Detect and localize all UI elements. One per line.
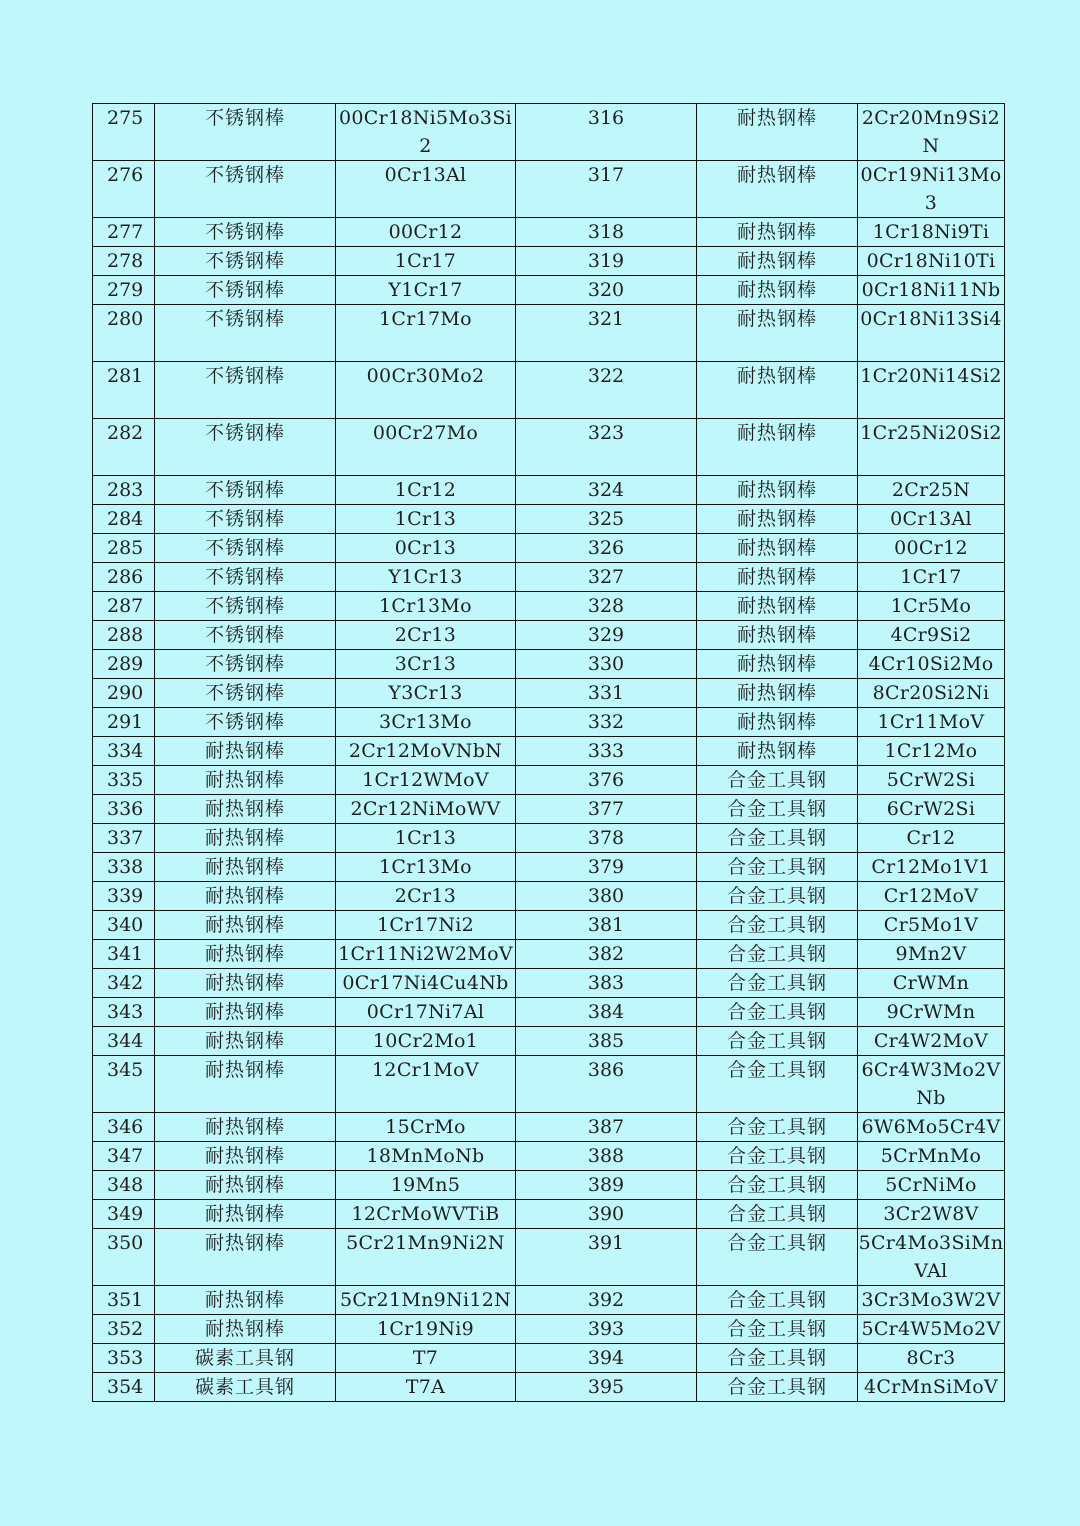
grade-left-cell: 15CrMo — [336, 1113, 516, 1142]
grade-right-cell: 2Cr25N — [858, 476, 1005, 505]
row-number-right-cell: 384 — [516, 998, 697, 1027]
category-right-cell: 合金工具钢 — [697, 998, 858, 1027]
row-number-right-cell: 390 — [516, 1200, 697, 1229]
grade-right-cell: Cr12MoV — [858, 882, 1005, 911]
grade-left-cell: 1Cr13Mo — [336, 853, 516, 882]
row-number-left-cell: 291 — [93, 708, 155, 737]
table-row — [93, 853, 1005, 882]
row-number-right-cell: 388 — [516, 1142, 697, 1171]
grade-right-cell: 1Cr20Ni14Si2 — [858, 362, 1005, 419]
row-number-right-cell: 318 — [516, 218, 697, 247]
category-left-cell: 耐热钢棒 — [155, 737, 336, 766]
steel-grade-table — [92, 103, 1005, 1402]
row-number-left-cell: 349 — [93, 1200, 155, 1229]
category-right-cell: 合金工具钢 — [697, 1171, 858, 1200]
category-left-cell: 不锈钢棒 — [155, 679, 336, 708]
category-right-cell: 耐热钢棒 — [697, 737, 858, 766]
table-row — [93, 1171, 1005, 1200]
grade-left-cell: 5Cr21Mn9Ni2N — [336, 1229, 516, 1286]
grade-left-cell: 00Cr12 — [336, 218, 516, 247]
row-number-left-cell: 346 — [93, 1113, 155, 1142]
category-right-cell: 合金工具钢 — [697, 766, 858, 795]
table-row — [93, 276, 1005, 305]
table-row — [93, 1229, 1005, 1286]
table-row — [93, 305, 1005, 362]
table-row — [93, 969, 1005, 998]
category-left-cell: 耐热钢棒 — [155, 1056, 336, 1113]
row-number-left-cell: 286 — [93, 563, 155, 592]
category-left-cell: 耐热钢棒 — [155, 766, 336, 795]
category-right-cell: 合金工具钢 — [697, 1286, 858, 1315]
category-left-cell: 不锈钢棒 — [155, 592, 336, 621]
category-left-cell: 耐热钢棒 — [155, 1229, 336, 1286]
table-row — [93, 1200, 1005, 1229]
grade-left-cell: 0Cr13Al — [336, 161, 516, 218]
row-number-right-cell: 378 — [516, 824, 697, 853]
grade-right-cell: 9Mn2V — [858, 940, 1005, 969]
category-left-cell: 耐热钢棒 — [155, 1200, 336, 1229]
category-left-cell: 耐热钢棒 — [155, 824, 336, 853]
grade-right-cell: 1Cr18Ni9Ti — [858, 218, 1005, 247]
grade-right-cell: 5CrNiMo — [858, 1171, 1005, 1200]
row-number-right-cell: 331 — [516, 679, 697, 708]
row-number-right-cell: 321 — [516, 305, 697, 362]
table-body — [93, 104, 1005, 1402]
row-number-left-cell: 284 — [93, 505, 155, 534]
table-row — [93, 1373, 1005, 1402]
category-right-cell: 合金工具钢 — [697, 882, 858, 911]
row-number-right-cell: 394 — [516, 1344, 697, 1373]
category-left-cell: 耐热钢棒 — [155, 1171, 336, 1200]
grade-left-cell: 1Cr13 — [336, 505, 516, 534]
table-row — [93, 737, 1005, 766]
table-row — [93, 795, 1005, 824]
table-row — [93, 1142, 1005, 1171]
category-right-cell: 合金工具钢 — [697, 1315, 858, 1344]
grade-right-cell: 8Cr20Si2Ni — [858, 679, 1005, 708]
grade-right-cell: 0Cr18Ni13Si4 — [858, 305, 1005, 362]
category-right-cell: 合金工具钢 — [697, 1200, 858, 1229]
grade-right-cell: 1Cr5Mo — [858, 592, 1005, 621]
grade-right-cell: 3Cr2W8V — [858, 1200, 1005, 1229]
row-number-left-cell: 345 — [93, 1056, 155, 1113]
category-left-cell: 不锈钢棒 — [155, 476, 336, 505]
row-number-right-cell: 322 — [516, 362, 697, 419]
row-number-left-cell: 276 — [93, 161, 155, 218]
row-number-right-cell: 323 — [516, 419, 697, 476]
table-row — [93, 592, 1005, 621]
grade-right-cell: Cr4W2MoV — [858, 1027, 1005, 1056]
row-number-left-cell: 353 — [93, 1344, 155, 1373]
table-row — [93, 476, 1005, 505]
row-number-left-cell: 350 — [93, 1229, 155, 1286]
row-number-right-cell: 393 — [516, 1315, 697, 1344]
category-right-cell: 合金工具钢 — [697, 1056, 858, 1113]
category-left-cell: 不锈钢棒 — [155, 276, 336, 305]
grade-left-cell: 12Cr1MoV — [336, 1056, 516, 1113]
category-right-cell: 合金工具钢 — [697, 911, 858, 940]
grade-left-cell: 1Cr19Ni9 — [336, 1315, 516, 1344]
category-right-cell: 耐热钢棒 — [697, 247, 858, 276]
category-left-cell: 耐热钢棒 — [155, 1142, 336, 1171]
grade-right-cell: 6Cr4W3Mo2VNb — [858, 1056, 1005, 1113]
row-number-left-cell: 279 — [93, 276, 155, 305]
grade-right-cell: 0Cr18Ni10Ti — [858, 247, 1005, 276]
category-right-cell: 耐热钢棒 — [697, 505, 858, 534]
row-number-right-cell: 316 — [516, 104, 697, 161]
category-right-cell: 耐热钢棒 — [697, 305, 858, 362]
grade-left-cell: 5Cr21Mn9Ni12N — [336, 1286, 516, 1315]
grade-left-cell: 2Cr12MoVNbN — [336, 737, 516, 766]
category-right-cell: 合金工具钢 — [697, 1113, 858, 1142]
grade-left-cell: 12CrMoWVTiB — [336, 1200, 516, 1229]
category-right-cell: 耐热钢棒 — [697, 218, 858, 247]
grade-right-cell: 4CrMnSiMoV — [858, 1373, 1005, 1402]
grade-left-cell: 19Mn5 — [336, 1171, 516, 1200]
category-right-cell: 合金工具钢 — [697, 795, 858, 824]
grade-right-cell: 1Cr25Ni20Si2 — [858, 419, 1005, 476]
grade-left-cell: Y1Cr17 — [336, 276, 516, 305]
table-row — [93, 1027, 1005, 1056]
row-number-left-cell: 338 — [93, 853, 155, 882]
row-number-right-cell: 333 — [516, 737, 697, 766]
table-row — [93, 708, 1005, 737]
row-number-right-cell: 379 — [516, 853, 697, 882]
category-right-cell: 耐热钢棒 — [697, 650, 858, 679]
row-number-right-cell: 325 — [516, 505, 697, 534]
row-number-right-cell: 387 — [516, 1113, 697, 1142]
grade-right-cell: 3Cr3Mo3W2V — [858, 1286, 1005, 1315]
row-number-right-cell: 382 — [516, 940, 697, 969]
row-number-right-cell: 319 — [516, 247, 697, 276]
category-left-cell: 不锈钢棒 — [155, 305, 336, 362]
table-row — [93, 679, 1005, 708]
grade-left-cell: 1Cr12WMoV — [336, 766, 516, 795]
category-left-cell: 碳素工具钢 — [155, 1373, 336, 1402]
grade-left-cell: 1Cr17 — [336, 247, 516, 276]
row-number-right-cell: 317 — [516, 161, 697, 218]
table-row — [93, 534, 1005, 563]
row-number-left-cell: 285 — [93, 534, 155, 563]
row-number-left-cell: 337 — [93, 824, 155, 853]
category-left-cell: 不锈钢棒 — [155, 563, 336, 592]
table-row — [93, 362, 1005, 419]
grade-right-cell: 0Cr13Al — [858, 505, 1005, 534]
grade-right-cell: 5Cr4W5Mo2V — [858, 1315, 1005, 1344]
row-number-right-cell: 386 — [516, 1056, 697, 1113]
category-right-cell: 耐热钢棒 — [697, 419, 858, 476]
grade-left-cell: 1Cr17Ni2 — [336, 911, 516, 940]
category-right-cell: 耐热钢棒 — [697, 104, 858, 161]
row-number-left-cell: 335 — [93, 766, 155, 795]
category-right-cell: 合金工具钢 — [697, 824, 858, 853]
grade-right-cell: 4Cr10Si2Mo — [858, 650, 1005, 679]
row-number-right-cell: 326 — [516, 534, 697, 563]
category-left-cell: 耐热钢棒 — [155, 940, 336, 969]
category-right-cell: 合金工具钢 — [697, 1229, 858, 1286]
category-left-cell: 耐热钢棒 — [155, 853, 336, 882]
table-row — [93, 911, 1005, 940]
row-number-right-cell: 385 — [516, 1027, 697, 1056]
grade-left-cell: 3Cr13Mo — [336, 708, 516, 737]
category-left-cell: 耐热钢棒 — [155, 882, 336, 911]
category-right-cell: 合金工具钢 — [697, 969, 858, 998]
row-number-right-cell: 389 — [516, 1171, 697, 1200]
grade-left-cell: 2Cr13 — [336, 621, 516, 650]
category-right-cell: 耐热钢棒 — [697, 534, 858, 563]
table-row — [93, 766, 1005, 795]
category-right-cell: 耐热钢棒 — [697, 362, 858, 419]
grade-left-cell: 00Cr18Ni5Mo3Si2 — [336, 104, 516, 161]
category-right-cell: 合金工具钢 — [697, 1027, 858, 1056]
category-left-cell: 不锈钢棒 — [155, 419, 336, 476]
row-number-right-cell: 328 — [516, 592, 697, 621]
row-number-left-cell: 289 — [93, 650, 155, 679]
category-right-cell: 合金工具钢 — [697, 1373, 858, 1402]
row-number-left-cell: 344 — [93, 1027, 155, 1056]
row-number-left-cell: 290 — [93, 679, 155, 708]
grade-left-cell: 1Cr13Mo — [336, 592, 516, 621]
category-right-cell: 耐热钢棒 — [697, 592, 858, 621]
category-left-cell: 不锈钢棒 — [155, 218, 336, 247]
table-row — [93, 940, 1005, 969]
row-number-left-cell: 352 — [93, 1315, 155, 1344]
table-row — [93, 1344, 1005, 1373]
grade-right-cell: 6CrW2Si — [858, 795, 1005, 824]
row-number-left-cell: 339 — [93, 882, 155, 911]
grade-right-cell: 00Cr12 — [858, 534, 1005, 563]
table-row — [93, 621, 1005, 650]
grade-left-cell: Y3Cr13 — [336, 679, 516, 708]
row-number-left-cell: 354 — [93, 1373, 155, 1402]
row-number-right-cell: 330 — [516, 650, 697, 679]
table-row — [93, 419, 1005, 476]
category-right-cell: 耐热钢棒 — [697, 476, 858, 505]
row-number-right-cell: 381 — [516, 911, 697, 940]
grade-right-cell: 9CrWMn — [858, 998, 1005, 1027]
table-row — [93, 505, 1005, 534]
category-left-cell: 不锈钢棒 — [155, 362, 336, 419]
category-left-cell: 碳素工具钢 — [155, 1344, 336, 1373]
grade-right-cell: Cr12Mo1V1 — [858, 853, 1005, 882]
category-right-cell: 耐热钢棒 — [697, 161, 858, 218]
table-row — [93, 824, 1005, 853]
grade-right-cell: 2Cr20Mn9Si2N — [858, 104, 1005, 161]
row-number-left-cell: 336 — [93, 795, 155, 824]
category-right-cell: 合金工具钢 — [697, 940, 858, 969]
grade-right-cell: 5CrMnMo — [858, 1142, 1005, 1171]
category-left-cell: 耐热钢棒 — [155, 969, 336, 998]
row-number-left-cell: 278 — [93, 247, 155, 276]
grade-left-cell: 1Cr13 — [336, 824, 516, 853]
row-number-left-cell: 341 — [93, 940, 155, 969]
table-row — [93, 1286, 1005, 1315]
category-left-cell: 耐热钢棒 — [155, 998, 336, 1027]
grade-right-cell: Cr12 — [858, 824, 1005, 853]
row-number-left-cell: 343 — [93, 998, 155, 1027]
row-number-right-cell: 324 — [516, 476, 697, 505]
category-left-cell: 不锈钢棒 — [155, 534, 336, 563]
grade-left-cell: 0Cr17Ni4Cu4Nb — [336, 969, 516, 998]
row-number-left-cell: 281 — [93, 362, 155, 419]
row-number-right-cell: 377 — [516, 795, 697, 824]
row-number-left-cell: 288 — [93, 621, 155, 650]
grade-right-cell: 5Cr4Mo3SiMnVAl — [858, 1229, 1005, 1286]
category-left-cell: 不锈钢棒 — [155, 161, 336, 218]
category-left-cell: 耐热钢棒 — [155, 911, 336, 940]
category-left-cell: 不锈钢棒 — [155, 621, 336, 650]
row-number-left-cell: 340 — [93, 911, 155, 940]
row-number-right-cell: 383 — [516, 969, 697, 998]
row-number-left-cell: 282 — [93, 419, 155, 476]
grade-left-cell: 1Cr12 — [336, 476, 516, 505]
grade-left-cell: 18MnMoNb — [336, 1142, 516, 1171]
table-row — [93, 1315, 1005, 1344]
category-right-cell: 耐热钢棒 — [697, 708, 858, 737]
grade-right-cell: 1Cr11MoV — [858, 708, 1005, 737]
table-row — [93, 218, 1005, 247]
grade-right-cell: CrWMn — [858, 969, 1005, 998]
row-number-right-cell: 380 — [516, 882, 697, 911]
grade-left-cell: 1Cr17Mo — [336, 305, 516, 362]
category-right-cell: 合金工具钢 — [697, 1142, 858, 1171]
category-left-cell: 不锈钢棒 — [155, 247, 336, 276]
table-row — [93, 161, 1005, 218]
row-number-right-cell: 332 — [516, 708, 697, 737]
grade-left-cell: 0Cr17Ni7Al — [336, 998, 516, 1027]
grade-left-cell: 00Cr30Mo2 — [336, 362, 516, 419]
row-number-right-cell: 327 — [516, 563, 697, 592]
grade-right-cell: 1Cr12Mo — [858, 737, 1005, 766]
table-row — [93, 247, 1005, 276]
grade-right-cell: 0Cr19Ni13Mo3 — [858, 161, 1005, 218]
grade-right-cell: 5CrW2Si — [858, 766, 1005, 795]
row-number-left-cell: 348 — [93, 1171, 155, 1200]
category-left-cell: 耐热钢棒 — [155, 795, 336, 824]
grade-left-cell: 0Cr13 — [336, 534, 516, 563]
row-number-left-cell: 275 — [93, 104, 155, 161]
grade-left-cell: 3Cr13 — [336, 650, 516, 679]
row-number-left-cell: 351 — [93, 1286, 155, 1315]
table-row — [93, 1113, 1005, 1142]
grade-right-cell: Cr5Mo1V — [858, 911, 1005, 940]
row-number-right-cell: 376 — [516, 766, 697, 795]
row-number-right-cell: 329 — [516, 621, 697, 650]
table-row — [93, 882, 1005, 911]
grade-left-cell: 2Cr12NiMoWV — [336, 795, 516, 824]
row-number-left-cell: 334 — [93, 737, 155, 766]
row-number-right-cell: 392 — [516, 1286, 697, 1315]
category-left-cell: 不锈钢棒 — [155, 505, 336, 534]
row-number-right-cell: 320 — [516, 276, 697, 305]
table-row — [93, 1056, 1005, 1113]
category-left-cell: 不锈钢棒 — [155, 650, 336, 679]
category-right-cell: 合金工具钢 — [697, 853, 858, 882]
grade-left-cell: T7 — [336, 1344, 516, 1373]
grade-left-cell: T7A — [336, 1373, 516, 1402]
category-left-cell: 耐热钢棒 — [155, 1315, 336, 1344]
category-right-cell: 合金工具钢 — [697, 1344, 858, 1373]
grade-left-cell: 00Cr27Mo — [336, 419, 516, 476]
grade-left-cell: Y1Cr13 — [336, 563, 516, 592]
row-number-left-cell: 277 — [93, 218, 155, 247]
grade-right-cell: 8Cr3 — [858, 1344, 1005, 1373]
row-number-left-cell: 342 — [93, 969, 155, 998]
grade-right-cell: 1Cr17 — [858, 563, 1005, 592]
category-left-cell: 不锈钢棒 — [155, 708, 336, 737]
category-left-cell: 不锈钢棒 — [155, 104, 336, 161]
row-number-right-cell: 395 — [516, 1373, 697, 1402]
row-number-left-cell: 283 — [93, 476, 155, 505]
grade-right-cell: 6W6Mo5Cr4V — [858, 1113, 1005, 1142]
category-left-cell: 耐热钢棒 — [155, 1286, 336, 1315]
grade-left-cell: 2Cr13 — [336, 882, 516, 911]
grade-left-cell: 10Cr2Mo1 — [336, 1027, 516, 1056]
table-row — [93, 104, 1005, 161]
category-right-cell: 耐热钢棒 — [697, 276, 858, 305]
row-number-left-cell: 287 — [93, 592, 155, 621]
category-left-cell: 耐热钢棒 — [155, 1027, 336, 1056]
row-number-left-cell: 280 — [93, 305, 155, 362]
category-right-cell: 耐热钢棒 — [697, 563, 858, 592]
table-row — [93, 998, 1005, 1027]
category-right-cell: 耐热钢棒 — [697, 679, 858, 708]
grade-right-cell: 0Cr18Ni11Nb — [858, 276, 1005, 305]
row-number-left-cell: 347 — [93, 1142, 155, 1171]
grade-left-cell: 1Cr11Ni2W2MoV — [336, 940, 516, 969]
category-left-cell: 耐热钢棒 — [155, 1113, 336, 1142]
category-right-cell: 耐热钢棒 — [697, 621, 858, 650]
table-row — [93, 650, 1005, 679]
row-number-right-cell: 391 — [516, 1229, 697, 1286]
grade-right-cell: 4Cr9Si2 — [858, 621, 1005, 650]
table-row — [93, 563, 1005, 592]
